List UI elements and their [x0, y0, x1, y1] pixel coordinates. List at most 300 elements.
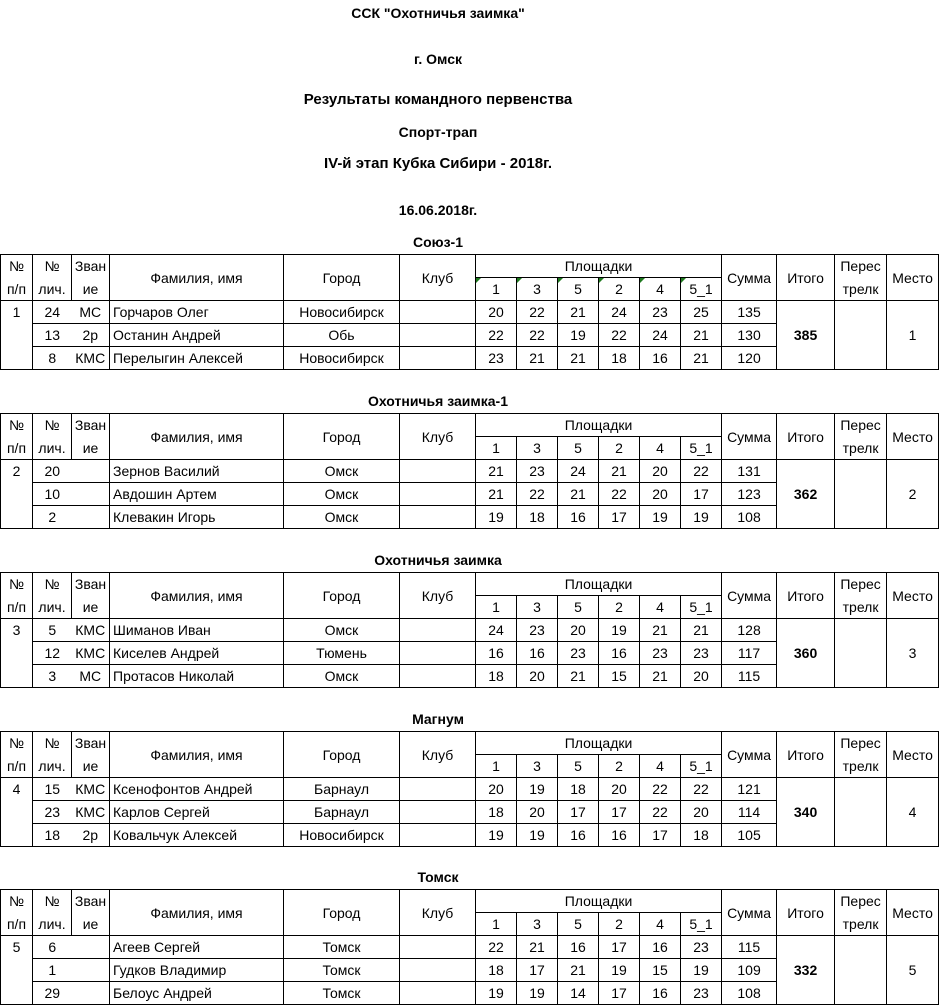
range-score: 22	[681, 460, 722, 483]
team-title: Союз-1	[412, 234, 464, 250]
range-score: 16	[517, 642, 558, 665]
shooter-city: Омск	[284, 460, 400, 483]
range-score: 23	[681, 982, 722, 1005]
range-score: 17	[599, 982, 640, 1005]
range-score: 23	[517, 619, 558, 642]
team-title: Охотничья заимка-1	[367, 393, 508, 409]
shooter-club	[400, 324, 476, 347]
range-label: 3	[517, 278, 558, 301]
shooter-sum: 108	[722, 982, 777, 1005]
team-results-table	[0, 731, 939, 847]
col-header-license-2: лич.	[33, 913, 72, 936]
shooter-name: Карлов Сергей	[110, 801, 284, 824]
col-header-number-2: п/п	[1, 755, 33, 778]
rank: 2р	[72, 324, 110, 347]
col-header-city: Город	[284, 414, 400, 460]
license-number: 10	[33, 483, 72, 506]
range-score: 25	[681, 301, 722, 324]
range-label: 3	[517, 755, 558, 778]
col-header-rank-2: ие	[72, 278, 110, 301]
team-title: Томск	[417, 869, 459, 885]
license-number: 24	[33, 301, 72, 324]
col-header-city: Город	[284, 573, 400, 619]
range-label: 2	[599, 913, 640, 936]
event-title: IV-й этап Кубка Сибири - 2018г.	[323, 155, 553, 172]
range-score: 19	[476, 506, 517, 529]
col-header-shootoff: Перес	[835, 890, 887, 913]
range-score: 19	[599, 959, 640, 982]
col-header-place: Место	[887, 890, 939, 936]
range-score: 19	[476, 982, 517, 1005]
team-number-empty	[1, 665, 33, 688]
range-score: 22	[640, 801, 681, 824]
range-score: 16	[640, 347, 681, 370]
range-score: 20	[476, 301, 517, 324]
col-header-ranges: Площадки	[476, 414, 722, 437]
col-header-club: Клуб	[400, 255, 476, 301]
shooter-sum: 114	[722, 801, 777, 824]
rank: КМС	[72, 619, 110, 642]
range-score: 19	[681, 506, 722, 529]
shooter-name: Клевакин Игорь	[110, 506, 284, 529]
rank: КМС	[72, 778, 110, 801]
range-score: 21	[558, 959, 599, 982]
col-header-total: Итого	[777, 414, 835, 460]
shooter-name: Авдошин Артем	[110, 483, 284, 506]
range-score: 20	[681, 665, 722, 688]
col-header-sum: Сумма	[722, 414, 777, 460]
range-score: 20	[558, 619, 599, 642]
shooter-club	[400, 483, 476, 506]
shooter-sum: 123	[722, 483, 777, 506]
range-score: 21	[599, 460, 640, 483]
shooter-city: Барнаул	[284, 801, 400, 824]
team-results-table	[0, 572, 939, 688]
range-score: 20	[640, 483, 681, 506]
range-score: 20	[681, 801, 722, 824]
shooter-club	[400, 347, 476, 370]
range-score: 16	[558, 506, 599, 529]
shooter-sum: 131	[722, 460, 777, 483]
col-header-sum: Сумма	[722, 573, 777, 619]
shooter-sum: 120	[722, 347, 777, 370]
range-score: 18	[681, 824, 722, 847]
team-number: 4	[1, 778, 33, 801]
rank: МС	[72, 301, 110, 324]
range-score: 15	[599, 665, 640, 688]
col-header-total: Итого	[777, 890, 835, 936]
range-score: 22	[517, 483, 558, 506]
team-number-empty	[1, 824, 33, 847]
range-label: 5	[558, 278, 599, 301]
range-score: 17	[681, 483, 722, 506]
team-total: 362	[777, 460, 835, 529]
shooter-city: Омск	[284, 506, 400, 529]
col-header-number: №	[1, 573, 33, 596]
range-label: 4	[640, 437, 681, 460]
shooter-city: Томск	[284, 936, 400, 959]
range-score: 22	[599, 324, 640, 347]
team-number: 1	[1, 301, 33, 324]
rank	[72, 506, 110, 529]
col-header-shootoff-2: трелк	[835, 755, 887, 778]
col-header-name: Фамилия, имя	[110, 255, 284, 301]
shooter-name: Зернов Василий	[110, 460, 284, 483]
col-header-rank-2: ие	[72, 596, 110, 619]
shooter-club	[400, 301, 476, 324]
range-score: 22	[476, 324, 517, 347]
range-score: 16	[599, 824, 640, 847]
col-header-club: Клуб	[400, 414, 476, 460]
col-header-place: Место	[887, 414, 939, 460]
col-header-sum: Сумма	[722, 890, 777, 936]
range-label: 3	[517, 437, 558, 460]
range-score: 22	[599, 483, 640, 506]
col-header-sum: Сумма	[722, 255, 777, 301]
team-number-empty	[1, 642, 33, 665]
range-label: 3	[517, 913, 558, 936]
team-place: 5	[887, 936, 939, 1005]
shooter-name: Протасов Николай	[110, 665, 284, 688]
team-number-empty	[1, 959, 33, 982]
range-label: 2	[599, 755, 640, 778]
rank	[72, 483, 110, 506]
range-label: 4	[640, 755, 681, 778]
range-score: 21	[517, 936, 558, 959]
range-score: 16	[599, 642, 640, 665]
col-header-place: Место	[887, 573, 939, 619]
range-score: 19	[476, 824, 517, 847]
team-results-table	[0, 889, 939, 1005]
range-score: 21	[681, 347, 722, 370]
col-header-number-2: п/п	[1, 913, 33, 936]
col-header-rank: Зван	[72, 890, 110, 913]
shooter-name: Киселев Андрей	[110, 642, 284, 665]
range-score: 21	[558, 347, 599, 370]
col-header-shootoff-2: трелк	[835, 437, 887, 460]
shooter-name: Останин Андрей	[110, 324, 284, 347]
range-score: 22	[681, 778, 722, 801]
col-header-city: Город	[284, 890, 400, 936]
col-header-shootoff: Перес	[835, 732, 887, 755]
organization-title: ССК "Охотничья заимка"	[351, 5, 525, 21]
rank: КМС	[72, 642, 110, 665]
shooter-club	[400, 959, 476, 982]
col-header-license-2: лич.	[33, 755, 72, 778]
range-score: 21	[640, 619, 681, 642]
license-number: 2	[33, 506, 72, 529]
range-score: 23	[640, 301, 681, 324]
team-number-empty	[1, 347, 33, 370]
shooter-sum: 105	[722, 824, 777, 847]
team-number: 3	[1, 619, 33, 642]
range-score: 23	[681, 642, 722, 665]
col-header-ranges: Площадки	[476, 732, 722, 755]
shooter-city: Омск	[284, 665, 400, 688]
team-shootoff	[835, 301, 887, 370]
range-score: 20	[476, 778, 517, 801]
team-total: 385	[777, 301, 835, 370]
license-number: 8	[33, 347, 72, 370]
shooter-sum: 115	[722, 936, 777, 959]
team-number: 5	[1, 936, 33, 959]
range-label: 5	[558, 437, 599, 460]
col-header-club: Клуб	[400, 573, 476, 619]
range-score: 21	[681, 324, 722, 347]
range-label: 5	[558, 596, 599, 619]
range-score: 21	[640, 665, 681, 688]
team-results-table	[0, 413, 939, 529]
col-header-city: Город	[284, 732, 400, 778]
team-total: 332	[777, 936, 835, 1005]
shooter-city: Барнаул	[284, 778, 400, 801]
range-score: 21	[558, 483, 599, 506]
shooter-city: Омск	[284, 619, 400, 642]
rank: КМС	[72, 347, 110, 370]
shooter-club	[400, 642, 476, 665]
range-score: 24	[558, 460, 599, 483]
license-number: 29	[33, 982, 72, 1005]
license-number: 20	[33, 460, 72, 483]
col-header-license: №	[33, 890, 72, 913]
col-header-license-2: лич.	[33, 278, 72, 301]
shooter-club	[400, 824, 476, 847]
shooter-name: Гудков Владимир	[110, 959, 284, 982]
team-total: 340	[777, 778, 835, 847]
shooter-club	[400, 460, 476, 483]
range-score: 24	[476, 619, 517, 642]
range-score: 23	[640, 642, 681, 665]
col-header-rank: Зван	[72, 732, 110, 755]
range-label: 2	[599, 437, 640, 460]
col-header-shootoff: Перес	[835, 573, 887, 596]
range-score: 17	[599, 506, 640, 529]
col-header-rank: Зван	[72, 414, 110, 437]
col-header-shootoff-2: трелк	[835, 596, 887, 619]
table-row	[1, 936, 939, 959]
team-number: 2	[1, 460, 33, 483]
shooter-name: Агеев Сергей	[110, 936, 284, 959]
col-header-rank-2: ие	[72, 913, 110, 936]
shooter-sum: 117	[722, 642, 777, 665]
shooter-sum: 128	[722, 619, 777, 642]
team-shootoff	[835, 778, 887, 847]
license-number: 12	[33, 642, 72, 665]
col-header-total: Итого	[777, 732, 835, 778]
shooter-club	[400, 801, 476, 824]
range-label: 1	[476, 913, 517, 936]
range-label: 3	[517, 596, 558, 619]
range-score: 21	[558, 301, 599, 324]
range-score: 18	[558, 778, 599, 801]
shooter-city: Томск	[284, 959, 400, 982]
team-number-empty	[1, 801, 33, 824]
shooter-name: Ксенофонтов Андрей	[110, 778, 284, 801]
team-number-empty	[1, 982, 33, 1005]
table-row	[1, 460, 939, 483]
rank	[72, 936, 110, 959]
range-score: 18	[476, 959, 517, 982]
range-score: 20	[517, 801, 558, 824]
shooter-sum: 130	[722, 324, 777, 347]
table-row	[1, 301, 939, 324]
range-label: 5_1	[681, 437, 722, 460]
col-header-number: №	[1, 890, 33, 913]
shooter-city: Омск	[284, 483, 400, 506]
range-label: 2	[599, 278, 640, 301]
license-number: 6	[33, 936, 72, 959]
team-shootoff	[835, 619, 887, 688]
license-number: 23	[33, 801, 72, 824]
col-header-rank-2: ие	[72, 437, 110, 460]
col-header-shootoff-2: трелк	[835, 913, 887, 936]
range-score: 23	[681, 936, 722, 959]
col-header-name: Фамилия, имя	[110, 890, 284, 936]
range-score: 18	[599, 347, 640, 370]
shooter-club	[400, 665, 476, 688]
range-label: 5_1	[681, 278, 722, 301]
col-header-number: №	[1, 255, 33, 278]
rank: 2р	[72, 824, 110, 847]
range-label: 5	[558, 755, 599, 778]
license-number: 15	[33, 778, 72, 801]
shooter-club	[400, 982, 476, 1005]
range-label: 5_1	[681, 913, 722, 936]
range-score: 19	[640, 506, 681, 529]
shooter-club	[400, 619, 476, 642]
shooter-name: Перелыгин Алексей	[110, 347, 284, 370]
col-header-total: Итого	[777, 573, 835, 619]
range-score: 17	[599, 801, 640, 824]
col-header-name: Фамилия, имя	[110, 414, 284, 460]
range-score: 14	[558, 982, 599, 1005]
range-score: 19	[681, 959, 722, 982]
license-number: 1	[33, 959, 72, 982]
range-score: 21	[517, 347, 558, 370]
col-header-license: №	[33, 573, 72, 596]
range-score: 17	[599, 936, 640, 959]
range-label: 4	[640, 596, 681, 619]
table-row	[1, 778, 939, 801]
license-number: 13	[33, 324, 72, 347]
range-label: 5_1	[681, 755, 722, 778]
rank	[72, 959, 110, 982]
col-header-city: Город	[284, 255, 400, 301]
table-row	[1, 619, 939, 642]
shooter-city: Томск	[284, 982, 400, 1005]
shooter-city: Тюмень	[284, 642, 400, 665]
team-number-empty	[1, 324, 33, 347]
team-place: 2	[887, 460, 939, 529]
shooter-name: Ковальчук Алексей	[110, 824, 284, 847]
document-title: Результаты командного первенства	[303, 91, 573, 108]
col-header-rank-2: ие	[72, 755, 110, 778]
rank	[72, 982, 110, 1005]
col-header-shootoff: Перес	[835, 414, 887, 437]
col-header-number-2: п/п	[1, 596, 33, 619]
shooter-club	[400, 778, 476, 801]
col-header-license: №	[33, 255, 72, 278]
team-results-table	[0, 254, 939, 370]
range-label: 1	[476, 755, 517, 778]
range-label: 1	[476, 596, 517, 619]
range-score: 19	[599, 619, 640, 642]
col-header-club: Клуб	[400, 732, 476, 778]
range-score: 23	[476, 347, 517, 370]
range-label: 5_1	[681, 596, 722, 619]
col-header-rank: Зван	[72, 573, 110, 596]
rank: КМС	[72, 801, 110, 824]
col-header-ranges: Площадки	[476, 255, 722, 278]
col-header-total: Итого	[777, 255, 835, 301]
col-header-shootoff-2: трелк	[835, 278, 887, 301]
col-header-number: №	[1, 414, 33, 437]
range-label: 5	[558, 913, 599, 936]
range-label: 1	[476, 437, 517, 460]
shooter-sum: 121	[722, 778, 777, 801]
range-score: 22	[476, 936, 517, 959]
range-score: 20	[517, 665, 558, 688]
team-total: 360	[777, 619, 835, 688]
range-score: 22	[640, 778, 681, 801]
col-header-place: Место	[887, 255, 939, 301]
team-place: 4	[887, 778, 939, 847]
col-header-ranges: Площадки	[476, 890, 722, 913]
license-number: 3	[33, 665, 72, 688]
range-score: 18	[476, 801, 517, 824]
license-number: 5	[33, 619, 72, 642]
shooter-sum: 109	[722, 959, 777, 982]
range-score: 20	[599, 778, 640, 801]
range-score: 19	[517, 778, 558, 801]
team-number-empty	[1, 483, 33, 506]
range-score: 20	[640, 460, 681, 483]
col-header-license-2: лич.	[33, 596, 72, 619]
range-score: 16	[476, 642, 517, 665]
event-date: 16.06.2018г.	[398, 202, 478, 218]
col-header-sum: Сумма	[722, 732, 777, 778]
range-score: 16	[558, 936, 599, 959]
team-title: Охотничья заимка	[374, 552, 502, 568]
range-score: 24	[640, 324, 681, 347]
col-header-license-2: лич.	[33, 437, 72, 460]
range-score: 23	[517, 460, 558, 483]
range-score: 21	[476, 483, 517, 506]
shooter-name: Горчаров Олег	[110, 301, 284, 324]
range-score: 18	[476, 665, 517, 688]
shooter-sum: 108	[722, 506, 777, 529]
range-label: 2	[599, 596, 640, 619]
range-label: 4	[640, 278, 681, 301]
col-header-license: №	[33, 414, 72, 437]
team-number-empty	[1, 506, 33, 529]
team-title: Магнум	[412, 711, 464, 727]
shooter-city: Обь	[284, 324, 400, 347]
range-score: 22	[517, 324, 558, 347]
col-header-shootoff: Перес	[835, 255, 887, 278]
col-header-name: Фамилия, имя	[110, 732, 284, 778]
team-place: 1	[887, 301, 939, 370]
shooter-sum: 115	[722, 665, 777, 688]
team-shootoff	[835, 460, 887, 529]
rank	[72, 460, 110, 483]
col-header-number: №	[1, 732, 33, 755]
range-score: 16	[640, 982, 681, 1005]
col-header-name: Фамилия, имя	[110, 573, 284, 619]
range-score: 21	[558, 665, 599, 688]
range-score: 22	[517, 301, 558, 324]
range-label: 1	[476, 278, 517, 301]
